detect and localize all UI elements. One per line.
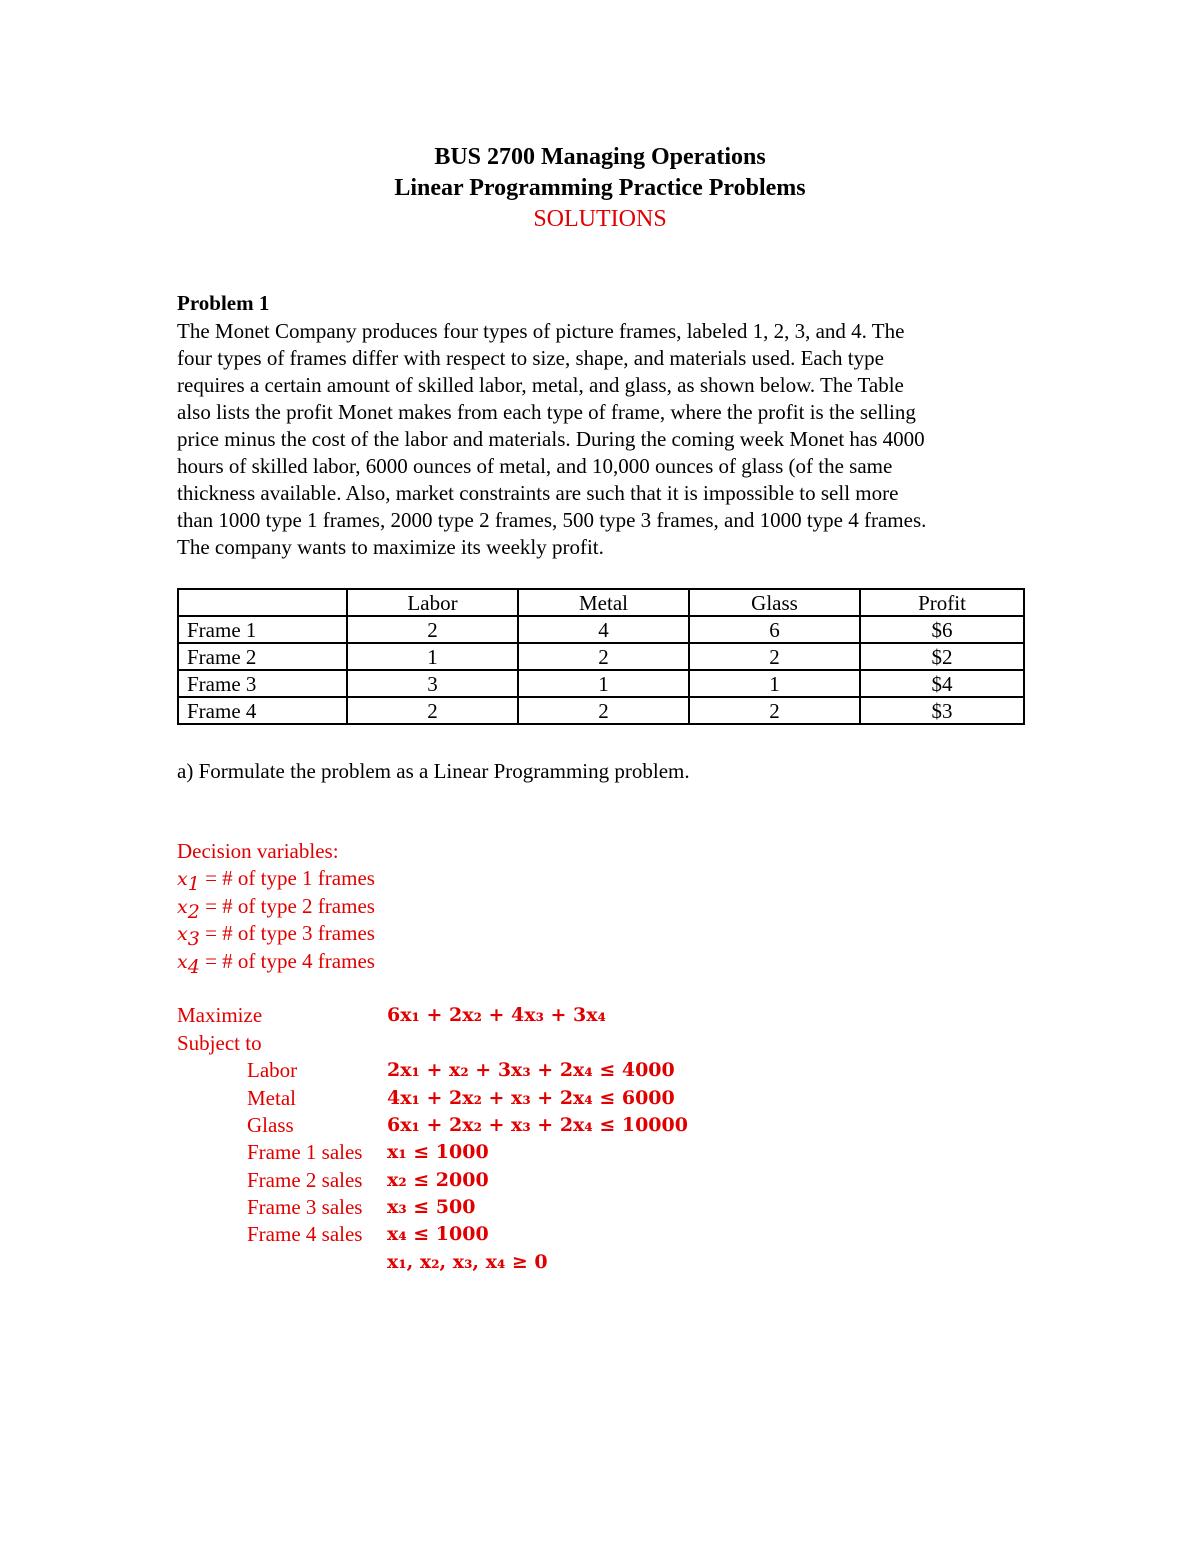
constraint-label: Metal bbox=[247, 1085, 296, 1110]
variable-definition bbox=[177, 865, 1037, 896]
nonnegativity-row bbox=[177, 1249, 1037, 1276]
table-cell: Frame 2 bbox=[178, 643, 347, 670]
constraint-label: Frame 1 sales bbox=[247, 1140, 363, 1165]
statement-line: four types of frames differ with respect to size, shape, and materials used. Each type bbox=[177, 346, 884, 370]
constraint-label: Frame 4 sales bbox=[247, 1222, 363, 1247]
constraint-label: Frame 2 sales bbox=[247, 1167, 363, 1192]
statement-line: price minus the cost of the labor and materials. During the coming week Monet has 4000 bbox=[177, 427, 925, 451]
table-cell: 1 bbox=[518, 670, 689, 697]
table-cell: 3 bbox=[347, 670, 518, 697]
table-cell: Frame 4 bbox=[178, 697, 347, 724]
statement-line: hours of skilled labor, 6000 ounces of metal, and 10,000 ounces of glass (of the same bbox=[177, 454, 893, 478]
objective-row bbox=[177, 1002, 1037, 1029]
table-cell: 6 bbox=[689, 616, 860, 643]
variable-symbol: x bbox=[177, 923, 188, 946]
variable-description: # of type 1 frames bbox=[222, 866, 375, 891]
solutions-heading: SOLUTIONS bbox=[533, 206, 667, 232]
equals-sign: = bbox=[199, 893, 223, 918]
table-cell: 2 bbox=[347, 616, 518, 643]
frames-table bbox=[177, 588, 1025, 725]
problem-title: Problem 1 bbox=[177, 291, 270, 315]
table-row bbox=[178, 616, 1024, 643]
constraint-expression: x₃ ≤ 500 bbox=[387, 1196, 476, 1219]
table-cell: 2 bbox=[518, 643, 689, 670]
variable-subscript: 3 bbox=[187, 928, 200, 951]
nonnegativity-constraint: x₁, x₂, x₃, x₄ ≥ 0 bbox=[387, 1250, 548, 1273]
variable-symbol: x bbox=[177, 868, 188, 891]
constraint-row bbox=[177, 1167, 1037, 1194]
variable-subscript: 1 bbox=[187, 873, 200, 896]
table-header-row bbox=[178, 589, 1024, 616]
equals-sign: = bbox=[199, 921, 223, 946]
table-row bbox=[178, 670, 1024, 697]
variable-definition bbox=[177, 948, 1037, 978]
variable-description: # of type 4 frames bbox=[222, 948, 375, 973]
constraint-row bbox=[177, 1112, 1037, 1139]
table-cell: 1 bbox=[347, 643, 518, 670]
constraint-row bbox=[177, 1057, 1037, 1084]
constraint-expression: x₂ ≤ 2000 bbox=[387, 1168, 489, 1191]
table-header-cell bbox=[178, 589, 347, 616]
statement-line: than 1000 type 1 frames, 2000 type 2 frames, 500 type 3 frames, and 1000 type 4 frames. bbox=[177, 508, 927, 532]
table-cell: $4 bbox=[860, 670, 1024, 697]
constraint-expression: 6x₁ + 2x₂ + x₃ + 2x₄ ≤ 10000 bbox=[387, 1113, 688, 1136]
table-cell: 4 bbox=[518, 616, 689, 643]
question-a: a) Formulate the problem as a Linear Programming problem. bbox=[177, 759, 690, 783]
table-cell: Frame 3 bbox=[178, 670, 347, 697]
constraint-row bbox=[177, 1194, 1037, 1221]
subject-to-label: Subject to bbox=[177, 1030, 262, 1055]
statement-line: thickness available. Also, market constraints are such that it is impossible to sell more bbox=[177, 481, 899, 505]
constraint-expression: 2x₁ + x₂ + 3x₃ + 2x₄ ≤ 4000 bbox=[387, 1059, 675, 1082]
variable-definition bbox=[177, 893, 1037, 923]
constraint-row bbox=[177, 1221, 1037, 1248]
variable-symbol: x bbox=[177, 895, 188, 918]
maximize-label: Maximize bbox=[177, 1003, 263, 1028]
table-row bbox=[178, 697, 1024, 724]
constraint-label: Labor bbox=[247, 1058, 298, 1083]
objective-function: 6x₁ + 2x₂ + 4x₃ + 3x₄ bbox=[387, 1004, 606, 1027]
table-cell: $2 bbox=[860, 643, 1024, 670]
table-cell: 2 bbox=[518, 697, 689, 724]
table-header-cell: Glass bbox=[689, 589, 860, 616]
table-header-cell: Labor bbox=[347, 589, 518, 616]
statement-line: The Monet Company produces four types of picture frames, labeled 1, 2, 3, and 4. The bbox=[177, 319, 905, 343]
constraint-label: Frame 3 sales bbox=[247, 1195, 363, 1220]
variable-subscript: 4 bbox=[187, 955, 200, 978]
table-cell: $6 bbox=[860, 616, 1024, 643]
variable-symbol: x bbox=[177, 950, 188, 973]
table-cell: 2 bbox=[689, 697, 860, 724]
table-cell: 2 bbox=[347, 697, 518, 724]
solution-block bbox=[177, 838, 1037, 1276]
table-header-cell: Metal bbox=[518, 589, 689, 616]
constraint-expression: x₁ ≤ 1000 bbox=[387, 1141, 489, 1164]
variable-subscript: 2 bbox=[187, 900, 200, 923]
variable-definition bbox=[177, 920, 1037, 951]
decision-variables-title: Decision variables: bbox=[177, 839, 339, 863]
course-title: BUS 2700 Managing Operations bbox=[434, 144, 766, 170]
statement-line: also lists the profit Monet makes from each type of frame, where the profit is the selling bbox=[177, 400, 916, 424]
variable-description: # of type 2 frames bbox=[222, 893, 375, 918]
document-header bbox=[0, 142, 1200, 235]
table-row bbox=[178, 643, 1024, 670]
constraint-expression: x₄ ≤ 1000 bbox=[387, 1223, 489, 1246]
table-cell: $3 bbox=[860, 697, 1024, 724]
table-cell: 1 bbox=[689, 670, 860, 697]
variable-description: # of type 3 frames bbox=[222, 921, 375, 946]
constraint-label: Glass bbox=[247, 1112, 294, 1137]
constraint-expression: 4x₁ + 2x₂ + x₃ + 2x₄ ≤ 6000 bbox=[387, 1086, 675, 1109]
constraint-row bbox=[177, 1139, 1037, 1166]
statement-line: The company wants to maximize its weekly profit. bbox=[177, 535, 604, 559]
problem-statement bbox=[177, 318, 1037, 561]
table-cell: Frame 1 bbox=[178, 616, 347, 643]
table-header-cell: Profit bbox=[860, 589, 1024, 616]
equals-sign: = bbox=[199, 866, 223, 891]
constraint-row bbox=[177, 1085, 1037, 1112]
statement-line: requires a certain amount of skilled labor, metal, and glass, as shown below. The Table bbox=[177, 373, 904, 397]
document-subtitle: Linear Programming Practice Problems bbox=[394, 175, 806, 201]
table-cell: 2 bbox=[689, 643, 860, 670]
equals-sign: = bbox=[199, 948, 223, 973]
